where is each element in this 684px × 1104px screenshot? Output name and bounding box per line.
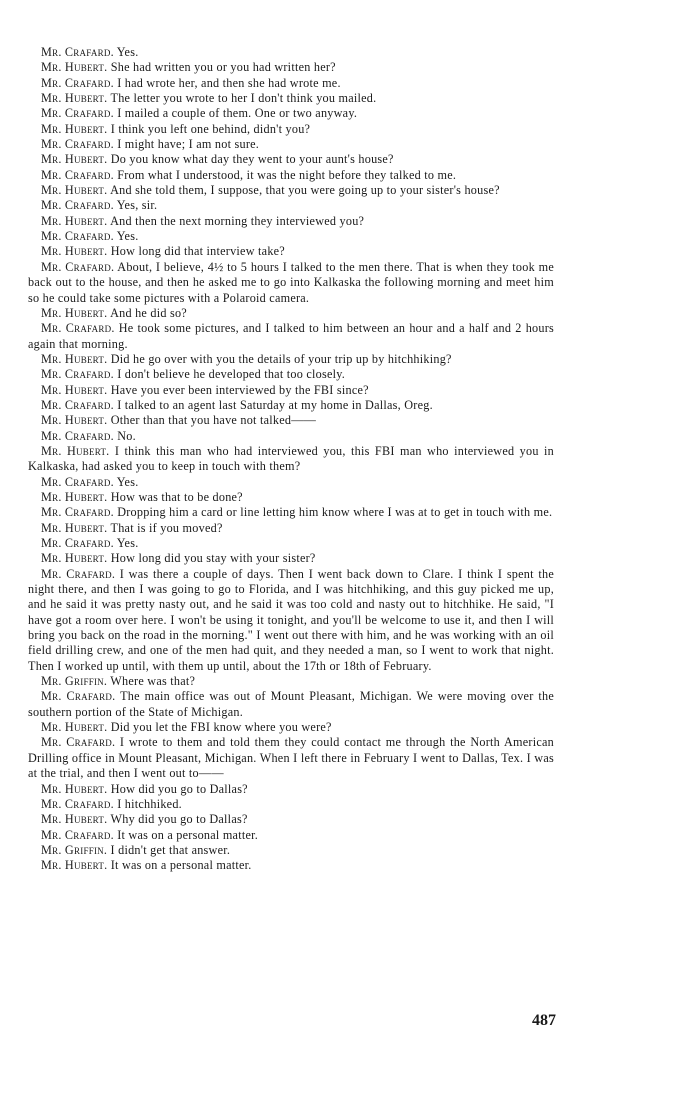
transcript-line xyxy=(28,858,554,873)
transcript-line xyxy=(28,812,554,827)
line-text: It was on a personal matter. xyxy=(117,827,259,842)
speaker-name: Mr. Crafard. xyxy=(41,167,114,182)
speaker-name: Mr. Hubert. xyxy=(41,152,108,167)
transcript-line xyxy=(28,306,554,321)
transcript-line xyxy=(28,843,554,858)
speaker-name: Mr. Crafard. xyxy=(41,45,114,59)
transcript-body xyxy=(28,45,554,874)
line-text: How long did you stay with your sister? xyxy=(110,551,316,566)
transcript-line xyxy=(28,45,554,60)
line-text: No. xyxy=(117,428,136,443)
transcript-line xyxy=(28,198,554,213)
transcript-line xyxy=(28,413,554,428)
line-text: I might have; I am not sure. xyxy=(117,137,260,152)
transcript-line xyxy=(28,567,554,674)
speaker-name: Mr. Crafard. xyxy=(41,428,114,443)
transcript-line xyxy=(28,76,554,91)
line-text: Yes. xyxy=(116,45,139,59)
speaker-name: Mr. Hubert. xyxy=(41,382,108,397)
speaker-name: Mr. Griffin. xyxy=(41,842,108,857)
line-text: I think this man who had interviewed you, this FBI man who interviewed you in Kalkaska, had asked you to keep in touch with them? xyxy=(28,443,554,474)
speaker-name: Mr. Crafard. xyxy=(41,259,115,274)
speaker-name: Mr. Crafard. xyxy=(41,75,114,90)
speaker-name: Mr. Hubert. xyxy=(41,858,108,873)
speaker-name: Mr. Hubert. xyxy=(41,812,108,827)
transcript-line xyxy=(28,398,554,413)
line-text: The main office was out of Mount Pleasant, Michigan. We were moving over the southern portion of the State of Michigan. xyxy=(28,689,554,719)
speaker-name: Mr. Hubert. xyxy=(41,91,108,106)
transcript-line xyxy=(28,720,554,735)
line-text: I had wrote her, and then she had wrote me. xyxy=(117,75,341,90)
transcript-line xyxy=(28,168,554,183)
speaker-name: Mr. Hubert. xyxy=(41,489,108,504)
line-text: I don't believe he developed that too closely. xyxy=(117,367,346,382)
line-text: I didn't get that answer. xyxy=(110,842,231,857)
speaker-name: Mr. Crafard. xyxy=(41,198,114,213)
transcript-line xyxy=(28,352,554,367)
transcript-line xyxy=(28,214,554,229)
transcript-line xyxy=(28,797,554,812)
speaker-name: Mr. Hubert. xyxy=(41,351,108,366)
speaker-name: Mr. Crafard. xyxy=(41,321,115,336)
transcript-line xyxy=(28,244,554,259)
transcript-line xyxy=(28,735,554,781)
line-text: I was there a couple of days. Then I went back down to Clare. I think I spent the night there, and then I was going to go to Florida, and I was hitchhiking, and this guy picked me up, and he said it was pretty nasty out, and he said it was too cold and nasty out to hitchhike. He said, "I have got a room over here. I won't be using it tonight, and you'll be welcome to use it, and then I will bring you back on the road in the morning." I went out there with him, and he was working with an oil field drilling crew, and one of the men had quit, and they needed a man, so I went to work that night. Then I worked up until, with them up until, about the 17th or 18th of February. xyxy=(28,566,554,673)
transcript-line xyxy=(28,475,554,490)
speaker-name: Mr. Crafard. xyxy=(41,397,114,412)
transcript-line xyxy=(28,106,554,121)
speaker-name: Mr. Hubert. xyxy=(41,781,108,796)
speaker-name: Mr. Crafard. xyxy=(41,367,114,382)
transcript-line xyxy=(28,183,554,198)
speaker-name: Mr. Griffin. xyxy=(41,674,108,689)
transcript-line xyxy=(28,321,554,352)
transcript-line xyxy=(28,444,554,475)
transcript-line xyxy=(28,536,554,551)
transcript-line xyxy=(28,367,554,382)
line-text: It was on a personal matter. xyxy=(110,858,252,873)
transcript-line xyxy=(28,122,554,137)
line-text: I hitchhiked. xyxy=(117,796,182,811)
transcript-line xyxy=(28,152,554,167)
line-text: Yes. xyxy=(116,474,139,489)
line-text: That is if you moved? xyxy=(110,520,223,535)
line-text: Did he go over with you the details of your trip up by hitchhiking? xyxy=(110,351,452,366)
transcript-line xyxy=(28,429,554,444)
transcript-line xyxy=(28,229,554,244)
line-text: How was that to be done? xyxy=(110,489,243,504)
transcript-line xyxy=(28,674,554,689)
transcript-line xyxy=(28,521,554,536)
speaker-name: Mr. Crafard. xyxy=(41,536,114,550)
line-text: And he did so? xyxy=(110,305,187,320)
speaker-name: Mr. Hubert. xyxy=(41,520,108,535)
line-text: Other than that you have not talked—— xyxy=(110,413,317,428)
line-text: She had written you or you had written her? xyxy=(110,60,336,75)
speaker-name: Mr. Hubert. xyxy=(41,60,108,75)
line-text: Why did you go to Dallas? xyxy=(110,812,248,827)
speaker-name: Mr. Crafard. xyxy=(41,474,114,489)
line-text: How long did that interview take? xyxy=(110,244,285,259)
line-text: He took some pictures, and I talked to him between an hour and a half and 2 hours again that morning. xyxy=(28,321,554,351)
speaker-name: Mr. Crafard. xyxy=(41,137,114,152)
transcript-line xyxy=(28,505,554,520)
speaker-name: Mr. Hubert. xyxy=(41,720,108,735)
line-text: And she told them, I suppose, that you were going up to your sister's house? xyxy=(110,183,500,198)
page-number: 487 xyxy=(532,1012,556,1029)
speaker-name: Mr. Crafard. xyxy=(41,566,116,581)
transcript-line xyxy=(28,689,554,720)
line-text: Where was that? xyxy=(110,674,196,689)
speaker-name: Mr. Crafard. xyxy=(41,735,116,750)
transcript-line xyxy=(28,137,554,152)
line-text: Yes, sir. xyxy=(116,198,158,213)
speaker-name: Mr. Crafard. xyxy=(41,827,114,842)
line-text: Yes. xyxy=(116,536,139,550)
speaker-name: Mr. Crafard. xyxy=(41,229,114,244)
line-text: Dropping him a card or line letting him know where I was at to get in touch with me. xyxy=(117,505,553,520)
speaker-name: Mr. Crafard. xyxy=(41,505,114,520)
speaker-name: Mr. Hubert. xyxy=(41,213,108,228)
speaker-name: Mr. Crafard. xyxy=(41,796,114,811)
speaker-name: Mr. Hubert. xyxy=(41,443,110,458)
line-text: I talked to an agent last Saturday at my home in Dallas, Oreg. xyxy=(117,397,433,412)
line-text: I mailed a couple of them. One or two anyway. xyxy=(117,106,358,121)
speaker-name: Mr. Hubert. xyxy=(41,121,108,136)
speaker-name: Mr. Hubert. xyxy=(41,551,108,566)
line-text: The letter you wrote to her I don't think you mailed. xyxy=(110,91,377,106)
speaker-name: Mr. Crafard. xyxy=(41,106,114,121)
transcript-line xyxy=(28,60,554,75)
speaker-name: Mr. Hubert. xyxy=(41,305,108,320)
line-text: How did you go to Dallas? xyxy=(110,781,248,796)
speaker-name: Mr. Hubert. xyxy=(41,244,108,259)
line-text: Yes. xyxy=(116,229,139,244)
transcript-line xyxy=(28,828,554,843)
transcript-line xyxy=(28,91,554,106)
speaker-name: Mr. Hubert. xyxy=(41,183,108,198)
line-text: I think you left one behind, didn't you? xyxy=(110,121,311,136)
transcript-line xyxy=(28,383,554,398)
line-text: And then the next morning they interviewed you? xyxy=(110,213,365,228)
transcript-line xyxy=(28,260,554,306)
line-text: Did you let the FBI know where you were? xyxy=(110,720,332,735)
transcript-line xyxy=(28,490,554,505)
line-text: Do you know what day they went to your aunt's house? xyxy=(110,152,394,167)
transcript-line xyxy=(28,551,554,566)
line-text: About, I believe, 4½ to 5 hours I talked to the men there. That is when they took me back out to the house, and then he asked me to go into Kalkaska the following morning and meet him so he could take some pictures with a Polaroid camera. xyxy=(28,259,554,305)
line-text: Have you ever been interviewed by the FBI since? xyxy=(110,382,369,397)
transcript-line xyxy=(28,782,554,797)
line-text: From what I understood, it was the night before they talked to me. xyxy=(117,167,457,182)
speaker-name: Mr. Hubert. xyxy=(41,413,108,428)
speaker-name: Mr. Crafard. xyxy=(41,689,116,704)
line-text: I wrote to them and told them they could contact me through the North American Drilling office in Mount Pleasant, Michigan. When I left there in February I went to Dallas, Tex. I was at the trial, and then I went out to—— xyxy=(28,735,554,781)
